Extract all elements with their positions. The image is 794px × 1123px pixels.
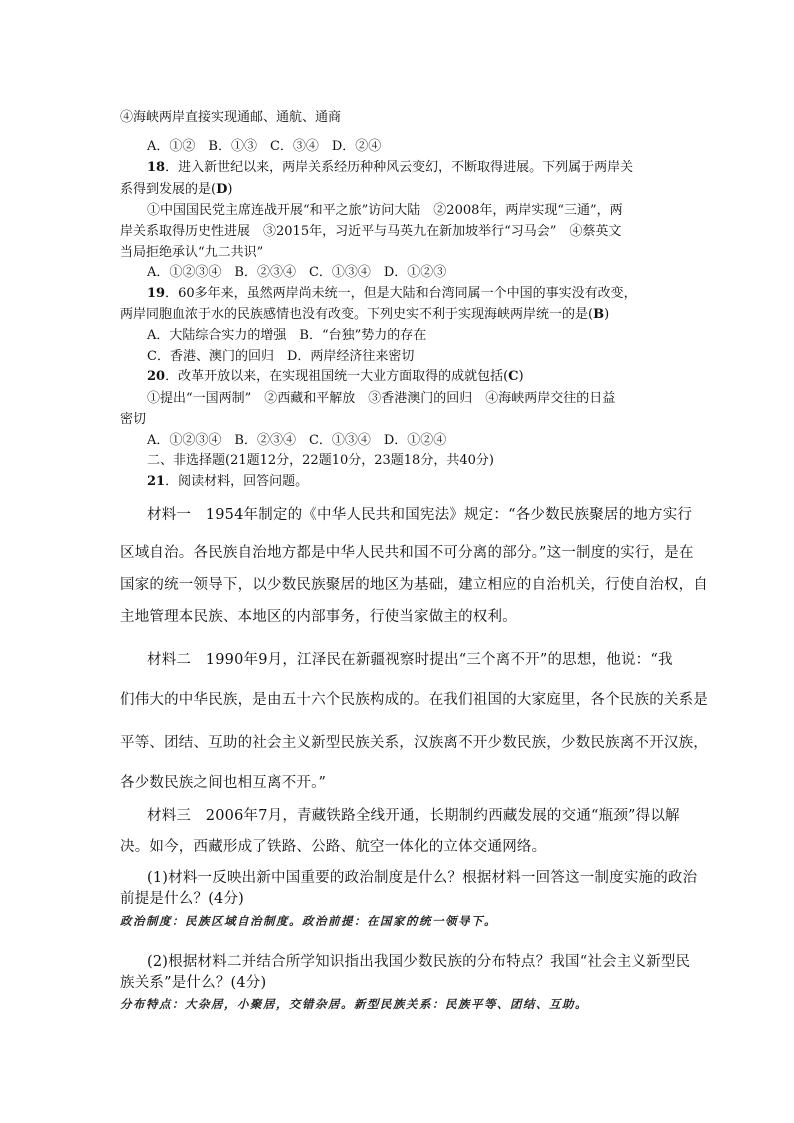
material-2-line: 们伟大的中华民族，是由五十六个民族构成的。在我们祖国的大家庭里，各个民族的关系是 [120, 692, 708, 708]
q21-intro-text: ．阅读材料，回答问题。 [165, 474, 309, 489]
q19-options-cd: C．香港、澳门的回归 D．两岸经济往来密切 [147, 349, 415, 364]
q20-items-line-1: ①提出“一国两制” ②西藏和平解放 ③香港澳门的回归 ④海峡两岸交往的日益 [147, 391, 616, 406]
material-1-line: 主地管理本民族、本地区的内部事务，行使当家做主的权利。 [120, 609, 517, 625]
q20-stem [147, 368, 524, 386]
handwritten-answer-1: 政治制度：民族区域自治制度。政治前提：在国家的统一领导下。 [120, 914, 497, 928]
q18-number: 18 [147, 160, 166, 175]
q18-stem-line-2 [120, 181, 232, 199]
handwritten-answer-2: 分布特点：大杂居，小聚居，交错杂居。新型民族关系：民族平等、团结、互助。 [120, 997, 588, 1011]
sub-question-1-line-1: (1)材料一反映出新中国重要的政治制度是什么？根据材料一回答这一制度实施的政治 [147, 870, 698, 886]
material-2-line: 平等、团结、互助的社会主义新型民族关系，汉族离不开少数民族，少数民族离不开汉族， [120, 735, 708, 751]
q20-answer: C [508, 369, 519, 384]
material-3-line: 材料三 2006年7月，青藏铁路全线开通，长期制约西藏发展的交通“瓶颈”得以解 [147, 808, 680, 824]
q17-options: A．①② B．①③ C．③④ D．②④ [147, 139, 382, 154]
q18-item-line-3: 当局拒绝承认“九二共识” [120, 245, 264, 260]
q20-number: 20 [147, 369, 166, 384]
q19-stem-b: 两岸同胞血浓于水的民族感情也没有改变。下列史实不利于实现海峡两岸统一的是( [120, 307, 594, 322]
q19-options-ab: A．大陆综合实力的增强 B．“台独”势力的存在 [147, 328, 427, 343]
q19-stem-a: ．60多年来，虽然两岸尚未统一，但是大陆和台湾同属一个中国的事实没有改变， [165, 286, 637, 301]
q19-paren-close: ) [604, 307, 610, 322]
q19-stem-line-1 [147, 285, 637, 303]
material-3-line: 决。如今，西藏形成了铁路、公路、航空一体化的立体交通网络。 [120, 839, 547, 855]
sub-question-1-line-2: 前提是什么？(4分) [120, 891, 245, 907]
q19-stem-line-2 [120, 306, 609, 324]
material-2-line: 材料二 1990年9月，江泽民在新疆视察时提出“三个离不开”的思想，他说：“我 [147, 652, 673, 668]
material-2-line: 各少数民族之间也相互离不开。” [120, 775, 327, 791]
q18-stem-b: 系得到发展的是( [120, 182, 217, 197]
q18-item-line-2: 岸关系取得历史性进展 ③2015年，习近平与马英九在新加坡举行“习马会” ④蔡英文 [120, 224, 622, 239]
material-1-line: 材料一 1954年制定的《中华人民共和国宪法》规定：“各少数民族聚居的地方实行 [147, 507, 693, 523]
q17-item-4: ④海峡两岸直接实现通邮、通航、通商 [120, 110, 342, 125]
sub-question-2-line-1: (2)根据材料二并结合所学知识指出我国少数民族的分布特点？我国“社会主义新型民 [147, 954, 691, 970]
section-2-heading: 二、非选择题(21题12分，22题10分，23题18分，共40分) [147, 453, 494, 468]
q18-options: A．①②③④ B．②③④ C．①③④ D．①②③ [147, 265, 447, 280]
q19-number: 19 [147, 286, 166, 301]
q18-item-line-1: ①中国国民党主席连战开展“和平之旅”访问大陆 ②2008年，两岸实现“三通”，两 [147, 203, 623, 218]
q21-number: 21 [147, 474, 166, 489]
sub-question-2-line-2: 族关系”是什么？(4分) [120, 975, 267, 991]
q18-paren-close: ) [227, 182, 233, 197]
q20-items-line-2: 密切 [120, 412, 147, 427]
q18-stem-line-1 [147, 159, 633, 177]
material-1-line: 区域自治。各民族自治地方都是中华人民共和国不可分离的部分。”这一制度的实行，是在 [120, 545, 694, 561]
q18-stem-a: ．进入新世纪以来，两岸关系经历种种风云变幻，不断取得进展。下列属于两岸关 [165, 160, 634, 175]
material-1-line: 国家的统一领导下，以少数民族聚居的地区为基础，建立相应的自治机关，行使自治权，自 [120, 577, 708, 593]
q20-stem-text: ．改革开放以来，在实现祖国统一大业方面取得的成就包括( [165, 369, 509, 384]
q20-options: A．①②③④ B．②③④ C．①③④ D．①②④ [147, 433, 447, 448]
q18-answer: D [216, 182, 228, 197]
q20-paren-close: ) [518, 369, 524, 384]
q19-answer: B [593, 307, 605, 322]
q21-intro [147, 473, 308, 491]
